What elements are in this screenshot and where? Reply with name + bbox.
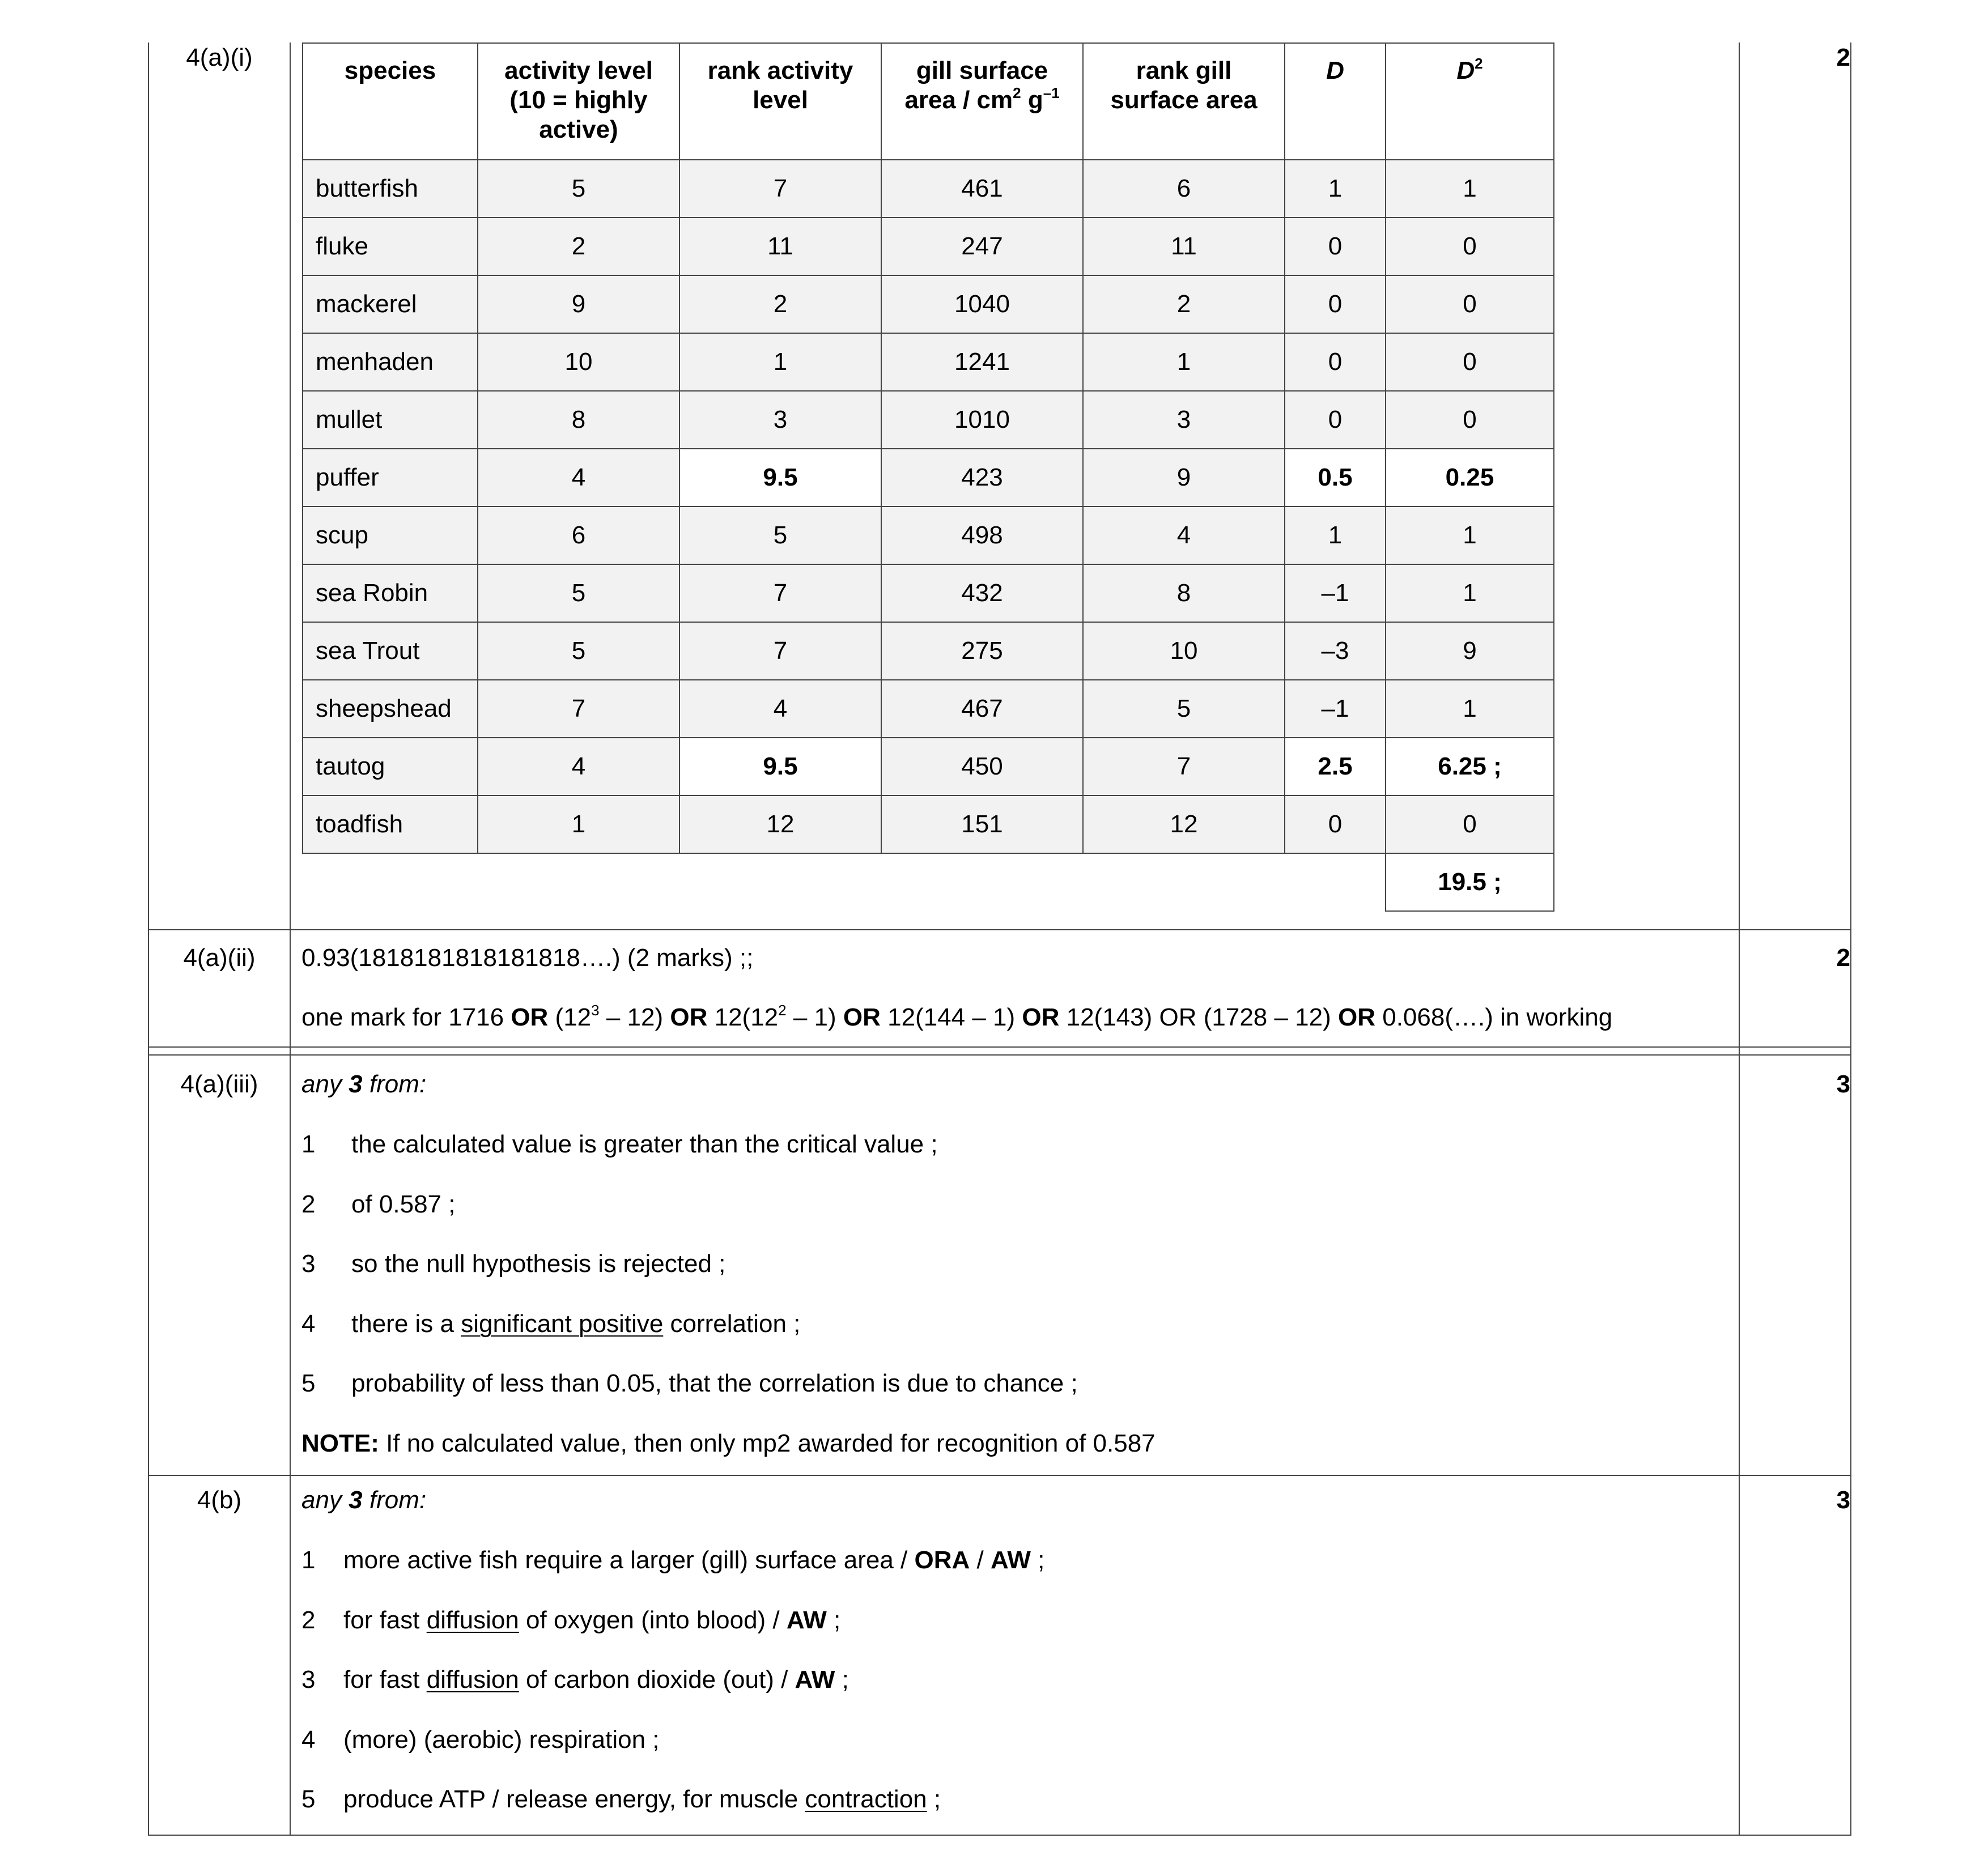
cell-rank-activity: 2 <box>679 275 881 333</box>
cell-species: sheepshead <box>303 680 478 738</box>
cell-activity: 5 <box>478 160 679 218</box>
cell-d: –3 <box>1285 622 1386 680</box>
marks-value: 2 <box>1836 44 1850 71</box>
cell-d: –1 <box>1285 564 1386 622</box>
row-divider-3 <box>148 1475 1851 1476</box>
cell-activity: 1 <box>478 795 679 853</box>
instruction-count: 3 <box>349 1070 363 1098</box>
table-header-row <box>303 43 1554 160</box>
table-row <box>303 449 1554 507</box>
point-text <box>351 1309 800 1339</box>
cell-d-squared: 1 <box>1386 160 1554 218</box>
point-text-part: of oxygen (into blood) / <box>519 1606 787 1634</box>
cell-rank-gill: 12 <box>1083 795 1285 853</box>
point-number: 4 <box>301 1310 316 1338</box>
instruction-text <box>301 1486 426 1515</box>
point-text-part: produce ATP / release energy, for muscle <box>343 1785 805 1813</box>
point-text-part: more active fish require a larger (gill) surface area / <box>343 1546 915 1574</box>
table-row <box>303 564 1554 622</box>
cell-rank-activity: 9.5 <box>679 738 881 795</box>
cell-d-squared: 1 <box>1386 564 1554 622</box>
table-row <box>303 795 1554 853</box>
abbrev-ora: ORA <box>914 1546 970 1574</box>
marks-value: 3 <box>1836 1070 1850 1098</box>
point-text <box>343 1606 840 1635</box>
divider-question-col <box>290 42 291 1836</box>
header-d-squared: $D^2$ <box>1386 43 1554 160</box>
cell-species: fluke <box>303 218 478 275</box>
marks-value: 3 <box>1836 1486 1850 1514</box>
header-species: species <box>303 43 478 160</box>
point-text-part: for fast <box>343 1606 427 1634</box>
point-number: 4 <box>301 1726 316 1754</box>
instruction-part: any <box>301 1070 349 1098</box>
cell-sum-d-squared: 19.5 ; <box>1386 853 1554 911</box>
marking-point <box>301 1725 660 1755</box>
marks-value: 2 <box>1836 944 1850 972</box>
point-text-part: there is a <box>351 1310 461 1338</box>
working-text <box>301 1003 1612 1032</box>
cell-rank-activity: 11 <box>679 218 881 275</box>
cell-species: mullet <box>303 391 478 449</box>
cell-d-squared: 1 <box>1386 680 1554 738</box>
marking-point <box>301 1190 456 1219</box>
cell-d: 0 <box>1285 391 1386 449</box>
border-left <box>148 42 149 1836</box>
cell-d: 0 <box>1285 275 1386 333</box>
marking-point <box>301 1369 1078 1398</box>
marking-point <box>301 1785 941 1814</box>
abbrev-aw: AW <box>990 1546 1031 1574</box>
marking-point <box>301 1249 726 1279</box>
cell-rank-activity: 4 <box>679 680 881 738</box>
cell-rank-activity: 12 <box>679 795 881 853</box>
cell-rank-gill: 3 <box>1083 391 1285 449</box>
marking-point <box>301 1309 801 1339</box>
cell-gill-area: 467 <box>881 680 1083 738</box>
working-part: 12(12 <box>707 1003 779 1031</box>
cell-species: mackerel <box>303 275 478 333</box>
cell-d: 2.5 <box>1285 738 1386 795</box>
cell-d: 0 <box>1285 218 1386 275</box>
instruction-text <box>301 1070 426 1099</box>
cell-d-squared: 6.25 ; <box>1386 738 1554 795</box>
point-text <box>343 1785 941 1814</box>
cell-activity: 8 <box>478 391 679 449</box>
point-text <box>343 1665 849 1695</box>
point-text-part: ; <box>835 1666 849 1693</box>
instruction-part: any <box>301 1486 349 1514</box>
cell-d-squared: 0 <box>1386 391 1554 449</box>
cell-species: tautog <box>303 738 478 795</box>
header-gill-area: gill surface area / $cm^2$ $g^{-1}$ <box>881 43 1083 160</box>
cell-rank-activity: 1 <box>679 333 881 391</box>
cell-d: 1 <box>1285 160 1386 218</box>
cell-species: sea Robin <box>303 564 478 622</box>
cell-d-squared: 0.25 <box>1386 449 1554 507</box>
note-label: NOTE: <box>301 1429 379 1457</box>
cell-gill-area: 275 <box>881 622 1083 680</box>
header-d: D <box>1285 43 1386 160</box>
cell-gill-area: 151 <box>881 795 1083 853</box>
table-row <box>303 218 1554 275</box>
abbrev-aw: AW <box>786 1606 827 1634</box>
point-text-part: ; <box>927 1785 941 1813</box>
point-text-part: correlation ; <box>663 1310 801 1338</box>
working-part: – 1) <box>786 1003 843 1031</box>
header-rank-activity: rank activity level <box>679 43 881 160</box>
point-text-part: / <box>970 1546 991 1574</box>
divider-marks-col <box>1739 42 1740 1836</box>
cell-species: puffer <box>303 449 478 507</box>
instruction-part: from: <box>362 1070 427 1098</box>
abbrev-aw: AW <box>795 1666 835 1693</box>
point-text-part: ; <box>1030 1546 1045 1574</box>
cell-rank-activity: 7 <box>679 564 881 622</box>
row-divider-2a <box>148 1046 1851 1048</box>
cell-species: sea Trout <box>303 622 478 680</box>
cell-gill-area: 247 <box>881 218 1083 275</box>
total-spacer <box>303 853 1386 911</box>
table-row <box>303 160 1554 218</box>
or-keyword: OR <box>511 1003 549 1031</box>
question-number: 4(a)(iii) <box>180 1070 258 1098</box>
point-number: 2 <box>301 1190 316 1218</box>
cell-d: –1 <box>1285 680 1386 738</box>
cell-activity: 10 <box>478 333 679 391</box>
or-keyword: OR <box>1022 1003 1060 1031</box>
point-text: the calculated value is greater than the critical value ; <box>351 1130 938 1158</box>
table-total-row <box>303 853 1554 911</box>
point-text: so the null hypothesis is rejected ; <box>351 1250 726 1278</box>
cell-activity: 5 <box>478 564 679 622</box>
cell-species: scup <box>303 507 478 564</box>
working-part: 12(144 – 1) <box>880 1003 1022 1031</box>
cell-rank-activity: 5 <box>679 507 881 564</box>
cell-rank-gill: 8 <box>1083 564 1285 622</box>
cell-rank-activity: 3 <box>679 391 881 449</box>
header-rank-gill: rank gill surface area <box>1083 43 1285 160</box>
point-number: 5 <box>301 1369 316 1397</box>
cell-rank-activity: 7 <box>679 622 881 680</box>
cell-activity: 6 <box>478 507 679 564</box>
cell-activity: 9 <box>478 275 679 333</box>
cell-gill-area: 432 <box>881 564 1083 622</box>
cell-gill-area: 461 <box>881 160 1083 218</box>
cell-d-squared: 0 <box>1386 333 1554 391</box>
cell-rank-gill: 2 <box>1083 275 1285 333</box>
cell-gill-area: 450 <box>881 738 1083 795</box>
cell-rank-gill: 6 <box>1083 160 1285 218</box>
cell-rank-gill: 9 <box>1083 449 1285 507</box>
working-part: (12 <box>548 1003 592 1031</box>
underlined-term: diffusion <box>426 1666 519 1693</box>
table-row <box>303 680 1554 738</box>
cell-activity: 4 <box>478 738 679 795</box>
table-row <box>303 391 1554 449</box>
cell-d-squared: 1 <box>1386 507 1554 564</box>
marking-point <box>301 1546 1045 1575</box>
cell-d: 1 <box>1285 507 1386 564</box>
cell-activity: 5 <box>478 622 679 680</box>
point-text-part: for fast <box>343 1666 427 1693</box>
cell-d-squared: 0 <box>1386 275 1554 333</box>
marking-point <box>301 1606 841 1635</box>
cell-rank-gill: 11 <box>1083 218 1285 275</box>
cell-rank-gill: 5 <box>1083 680 1285 738</box>
cell-species: menhaden <box>303 333 478 391</box>
working-part: 12(143) OR (1728 – 12) <box>1059 1003 1338 1031</box>
underlined-term: diffusion <box>426 1606 519 1634</box>
or-keyword: OR <box>843 1003 881 1031</box>
row-divider-1 <box>148 929 1851 930</box>
point-number: 2 <box>301 1606 316 1634</box>
cell-rank-activity: 7 <box>679 160 881 218</box>
table-row <box>303 738 1554 795</box>
point-number: 1 <box>301 1546 316 1574</box>
point-number: 3 <box>301 1250 316 1278</box>
cell-d: 0 <box>1285 333 1386 391</box>
gill-surface-table <box>302 42 1554 912</box>
cell-species: butterfish <box>303 160 478 218</box>
or-keyword: OR <box>1338 1003 1375 1031</box>
row-divider-2b <box>148 1054 1851 1056</box>
working-part: – 12) <box>599 1003 670 1031</box>
working-superscript: 2 <box>778 1002 787 1019</box>
table-row <box>303 275 1554 333</box>
cell-rank-gill: 4 <box>1083 507 1285 564</box>
cell-d: 0.5 <box>1285 449 1386 507</box>
cell-gill-area: 423 <box>881 449 1083 507</box>
question-number: 4(a)(ii) <box>183 944 256 972</box>
point-number: 1 <box>301 1130 316 1158</box>
point-text-part: of carbon dioxide (out) / <box>519 1666 795 1693</box>
point-text <box>343 1546 1044 1575</box>
point-number: 3 <box>301 1666 316 1693</box>
or-keyword: OR <box>670 1003 708 1031</box>
working-superscript: 3 <box>591 1002 600 1019</box>
underlined-term: significant positive <box>461 1310 664 1338</box>
cell-d-squared: 0 <box>1386 795 1554 853</box>
cell-activity: 2 <box>478 218 679 275</box>
note-text <box>301 1429 1156 1458</box>
cell-d-squared: 0 <box>1386 218 1554 275</box>
working-part: 0.068(….) in working <box>1375 1003 1613 1031</box>
point-text-part: ; <box>826 1606 841 1634</box>
cell-activity: 7 <box>478 680 679 738</box>
header-activity-level: activity level (10 = highly active) <box>478 43 679 160</box>
table-row <box>303 333 1554 391</box>
cell-gill-area: 1040 <box>881 275 1083 333</box>
point-text: of 0.587 ; <box>351 1190 456 1218</box>
table-row <box>303 622 1554 680</box>
marking-point <box>301 1130 938 1159</box>
marking-point <box>301 1665 849 1695</box>
answer-text: 0.93(1818181818181818….) (2 marks) ;; <box>301 944 754 972</box>
cell-activity: 4 <box>478 449 679 507</box>
point-number: 5 <box>301 1785 316 1813</box>
cell-rank-gill: 7 <box>1083 738 1285 795</box>
cell-gill-area: 1241 <box>881 333 1083 391</box>
point-text: (more) (aerobic) respiration ; <box>343 1726 660 1754</box>
instruction-count: 3 <box>349 1486 363 1514</box>
cell-species: toadfish <box>303 795 478 853</box>
cell-gill-area: 498 <box>881 507 1083 564</box>
cell-gill-area: 1010 <box>881 391 1083 449</box>
working-part: one mark for 1716 <box>301 1003 511 1031</box>
cell-rank-activity: 9.5 <box>679 449 881 507</box>
border-bottom <box>148 1835 1851 1836</box>
question-number: 4(b) <box>197 1486 242 1514</box>
point-text: probability of less than 0.05, that the correlation is due to chance ; <box>351 1369 1078 1397</box>
table-row <box>303 507 1554 564</box>
border-right <box>1850 42 1851 1836</box>
cell-d: 0 <box>1285 795 1386 853</box>
cell-d-squared: 9 <box>1386 622 1554 680</box>
question-number: 4(a)(i) <box>186 44 253 71</box>
cell-rank-gill: 1 <box>1083 333 1285 391</box>
underlined-term: contraction <box>805 1785 927 1813</box>
instruction-part: from: <box>362 1486 427 1514</box>
note-body: If no calculated value, then only mp2 awarded for recognition of 0.587 <box>379 1429 1156 1457</box>
cell-rank-gill: 10 <box>1083 622 1285 680</box>
